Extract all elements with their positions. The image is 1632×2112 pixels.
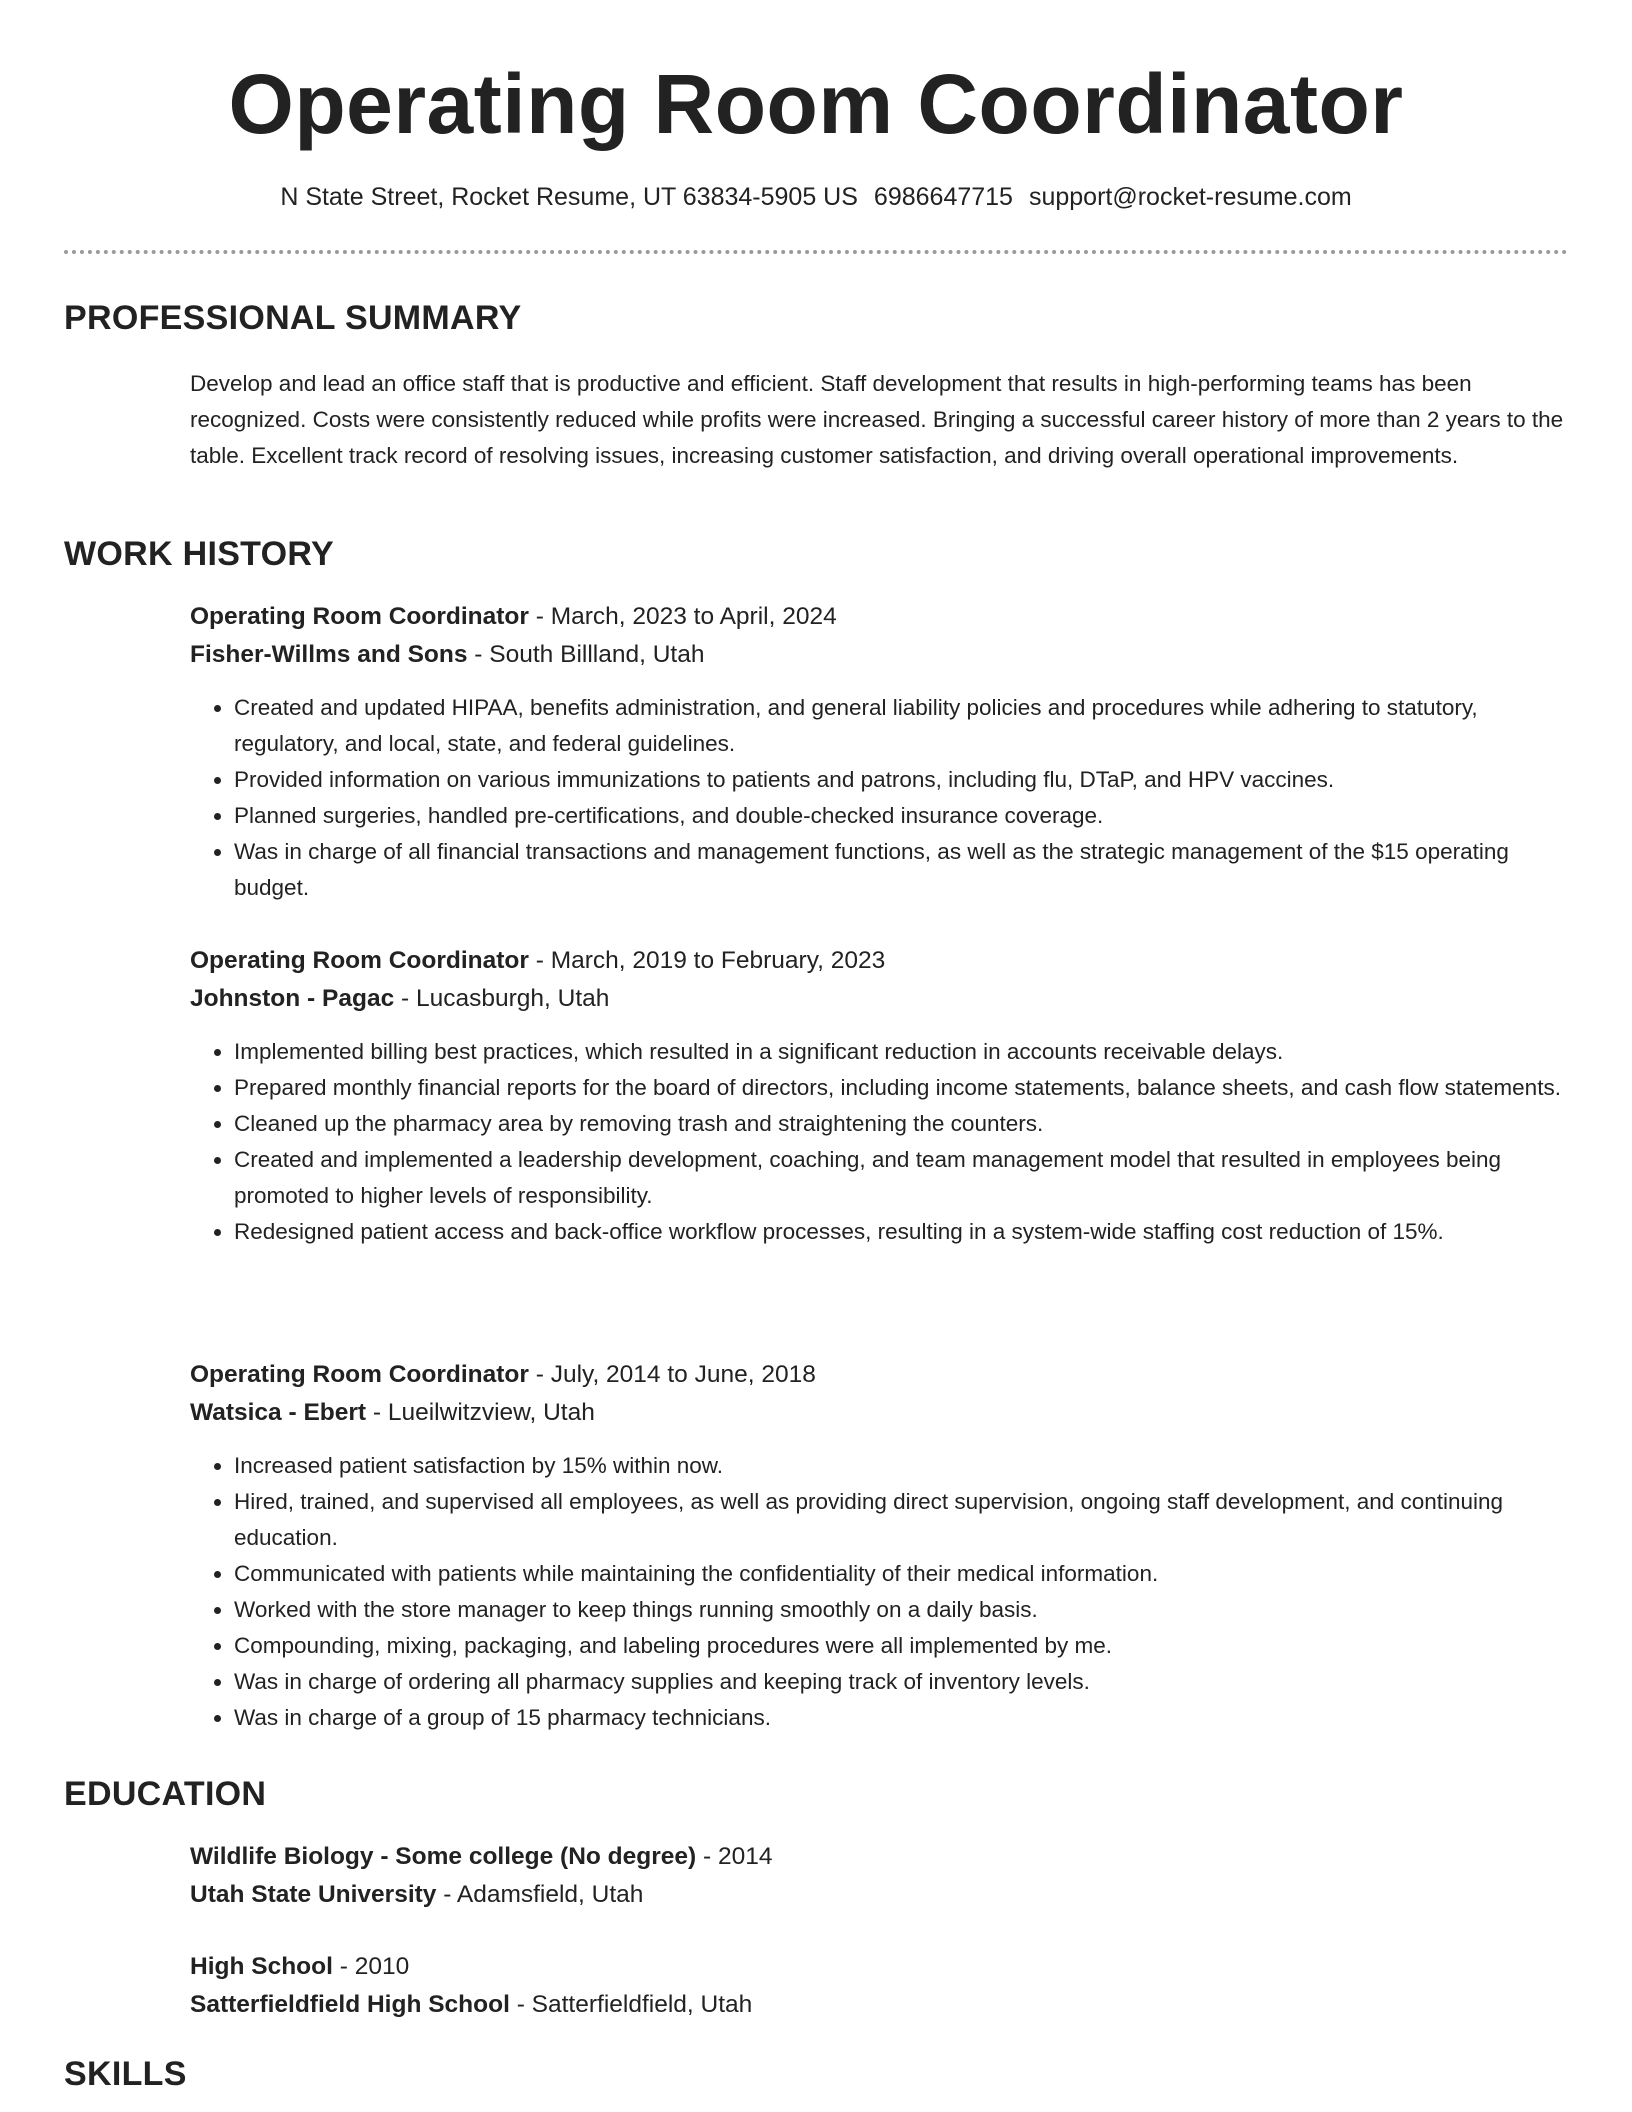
job-company-line [190, 636, 1580, 674]
education-school: Satterfieldfield High School [190, 1991, 510, 2018]
job-bullet: • Communicated with patients while maintaining the confidentiality of their medical information. [234, 1556, 1580, 1592]
job-bullet: • Hired, trained, and supervised all employees, as well as providing direct supervision, ongoing staff development, and continuing education. [234, 1484, 1580, 1556]
education-school: Utah State University [190, 1881, 437, 1908]
job-location: - Lueilwitzview, Utah [366, 1399, 595, 1426]
job-location: - South Billland, Utah [467, 641, 705, 668]
section-title-summary: PROFESSIONAL SUMMARY [64, 299, 522, 337]
job-company: Watsica - Ebert [190, 1399, 367, 1426]
section-title-work-history: WORK HISTORY [64, 535, 334, 573]
job-bullet: • Provided information on various immunizations to patients and patrons, including flu, DTaP, and HPV vaccines. [234, 762, 1580, 798]
job-role: Operating Room Coordinator [190, 947, 529, 974]
resume-name-heading: Operating Room Coordinator [228, 57, 1404, 151]
education-year: - 2014 [696, 1843, 773, 1870]
job-dates: - July, 2014 to June, 2018 [528, 1361, 816, 1388]
contact-line [0, 180, 1632, 214]
job-bullet: • Increased patient satisfaction by 15% within now. [234, 1448, 1580, 1484]
job-bullets [190, 1448, 1580, 1736]
job-title-line [190, 1356, 1580, 1394]
job-bullet: • Prepared monthly financial reports for the board of directors, including income statements, balance sheets, and cash flow statements. [234, 1070, 1580, 1106]
job-company-line [190, 980, 1580, 1018]
education-degree: Wildlife Biology - Some college (No degree) [190, 1843, 697, 1870]
job-bullet: • Planned surgeries, handled pre-certifications, and double-checked insurance coverage. [234, 798, 1580, 834]
job-bullet: • Was in charge of ordering all pharmacy supplies and keeping track of inventory levels. [234, 1664, 1580, 1700]
job-title-line [190, 598, 1580, 636]
header-divider [64, 250, 1568, 254]
job-role: Operating Room Coordinator [190, 1361, 529, 1388]
job-company: Johnston - Pagac [190, 985, 395, 1012]
job-bullets [190, 690, 1580, 906]
education-year: - 2010 [332, 1953, 410, 1980]
job-bullet: • Redesigned patient access and back-office workflow processes, resulting in a system-wide staffing cost reduction of 15%. [234, 1214, 1580, 1250]
education-school-line [190, 1876, 1580, 1914]
job-role: Operating Room Coordinator [190, 603, 529, 630]
job-bullet: • Was in charge of a group of 15 pharmacy technicians. [234, 1700, 1580, 1736]
contact-email: support@rocket-resume.com [1028, 183, 1352, 211]
section-title-education: EDUCATION [64, 1775, 267, 1813]
education-degree: High School [190, 1953, 333, 1980]
education-entry-1 [190, 1838, 1580, 1914]
job-title-line [190, 942, 1580, 980]
education-school-line [190, 1986, 1580, 2024]
section-title-skills: SKILLS [64, 2055, 187, 2093]
job-bullet: • Implemented billing best practices, which resulted in a significant reduction in accounts receivable delays. [234, 1034, 1580, 1070]
education-degree-line [190, 1948, 1580, 1986]
education-location: - Satterfieldfield, Utah [509, 1991, 753, 2018]
job-bullet: • Created and implemented a leadership development, coaching, and team management model that resulted in employees being promoted to higher levels of responsibility. [234, 1142, 1580, 1214]
job-bullet: • Worked with the store manager to keep things running smoothly on a daily basis. [234, 1592, 1580, 1628]
contact-phone: 6986647715 [873, 183, 1013, 211]
job-location: - Lucasburgh, Utah [394, 985, 610, 1012]
job-bullet: • Cleaned up the pharmacy area by removing trash and straightening the counters. [234, 1106, 1580, 1142]
job-dates: - March, 2023 to April, 2024 [528, 603, 837, 630]
job-bullet: • Was in charge of all financial transactions and management functions, as well as the strategic management of the $15 operating budget. [234, 834, 1580, 906]
job-company-line [190, 1394, 1580, 1432]
job-bullets [190, 1034, 1580, 1250]
job-dates: - March, 2019 to February, 2023 [528, 947, 886, 974]
contact-address: N State Street, Rocket Resume, UT 63834-5905 US [280, 183, 858, 211]
education-degree-line [190, 1838, 1580, 1876]
job-entry-3 [190, 1356, 1580, 1736]
summary-text: Develop and lead an office staff that is productive and efficient. Staff development that results in high-performing teams has been recognized. Costs were consistently reduced while profits were increased. Bringing a successful career history of more than 2 years to the table. Excellent track record of resolving issues, increasing customer satisfaction, and driving overall operational improvements. [190, 371, 1564, 468]
job-bullet: • Created and updated HIPAA, benefits administration, and general liability policies and procedures while adhering to statutory, regulatory, and local, state, and federal guidelines. [234, 690, 1580, 762]
job-company: Fisher-Willms and Sons [190, 641, 468, 668]
job-bullet: • Compounding, mixing, packaging, and labeling procedures were all implemented by me. [234, 1628, 1580, 1664]
job-entry-2 [190, 942, 1580, 1250]
education-entry-2 [190, 1948, 1580, 2024]
job-entry-1 [190, 598, 1580, 906]
education-location: - Adamsfield, Utah [436, 1881, 644, 1908]
